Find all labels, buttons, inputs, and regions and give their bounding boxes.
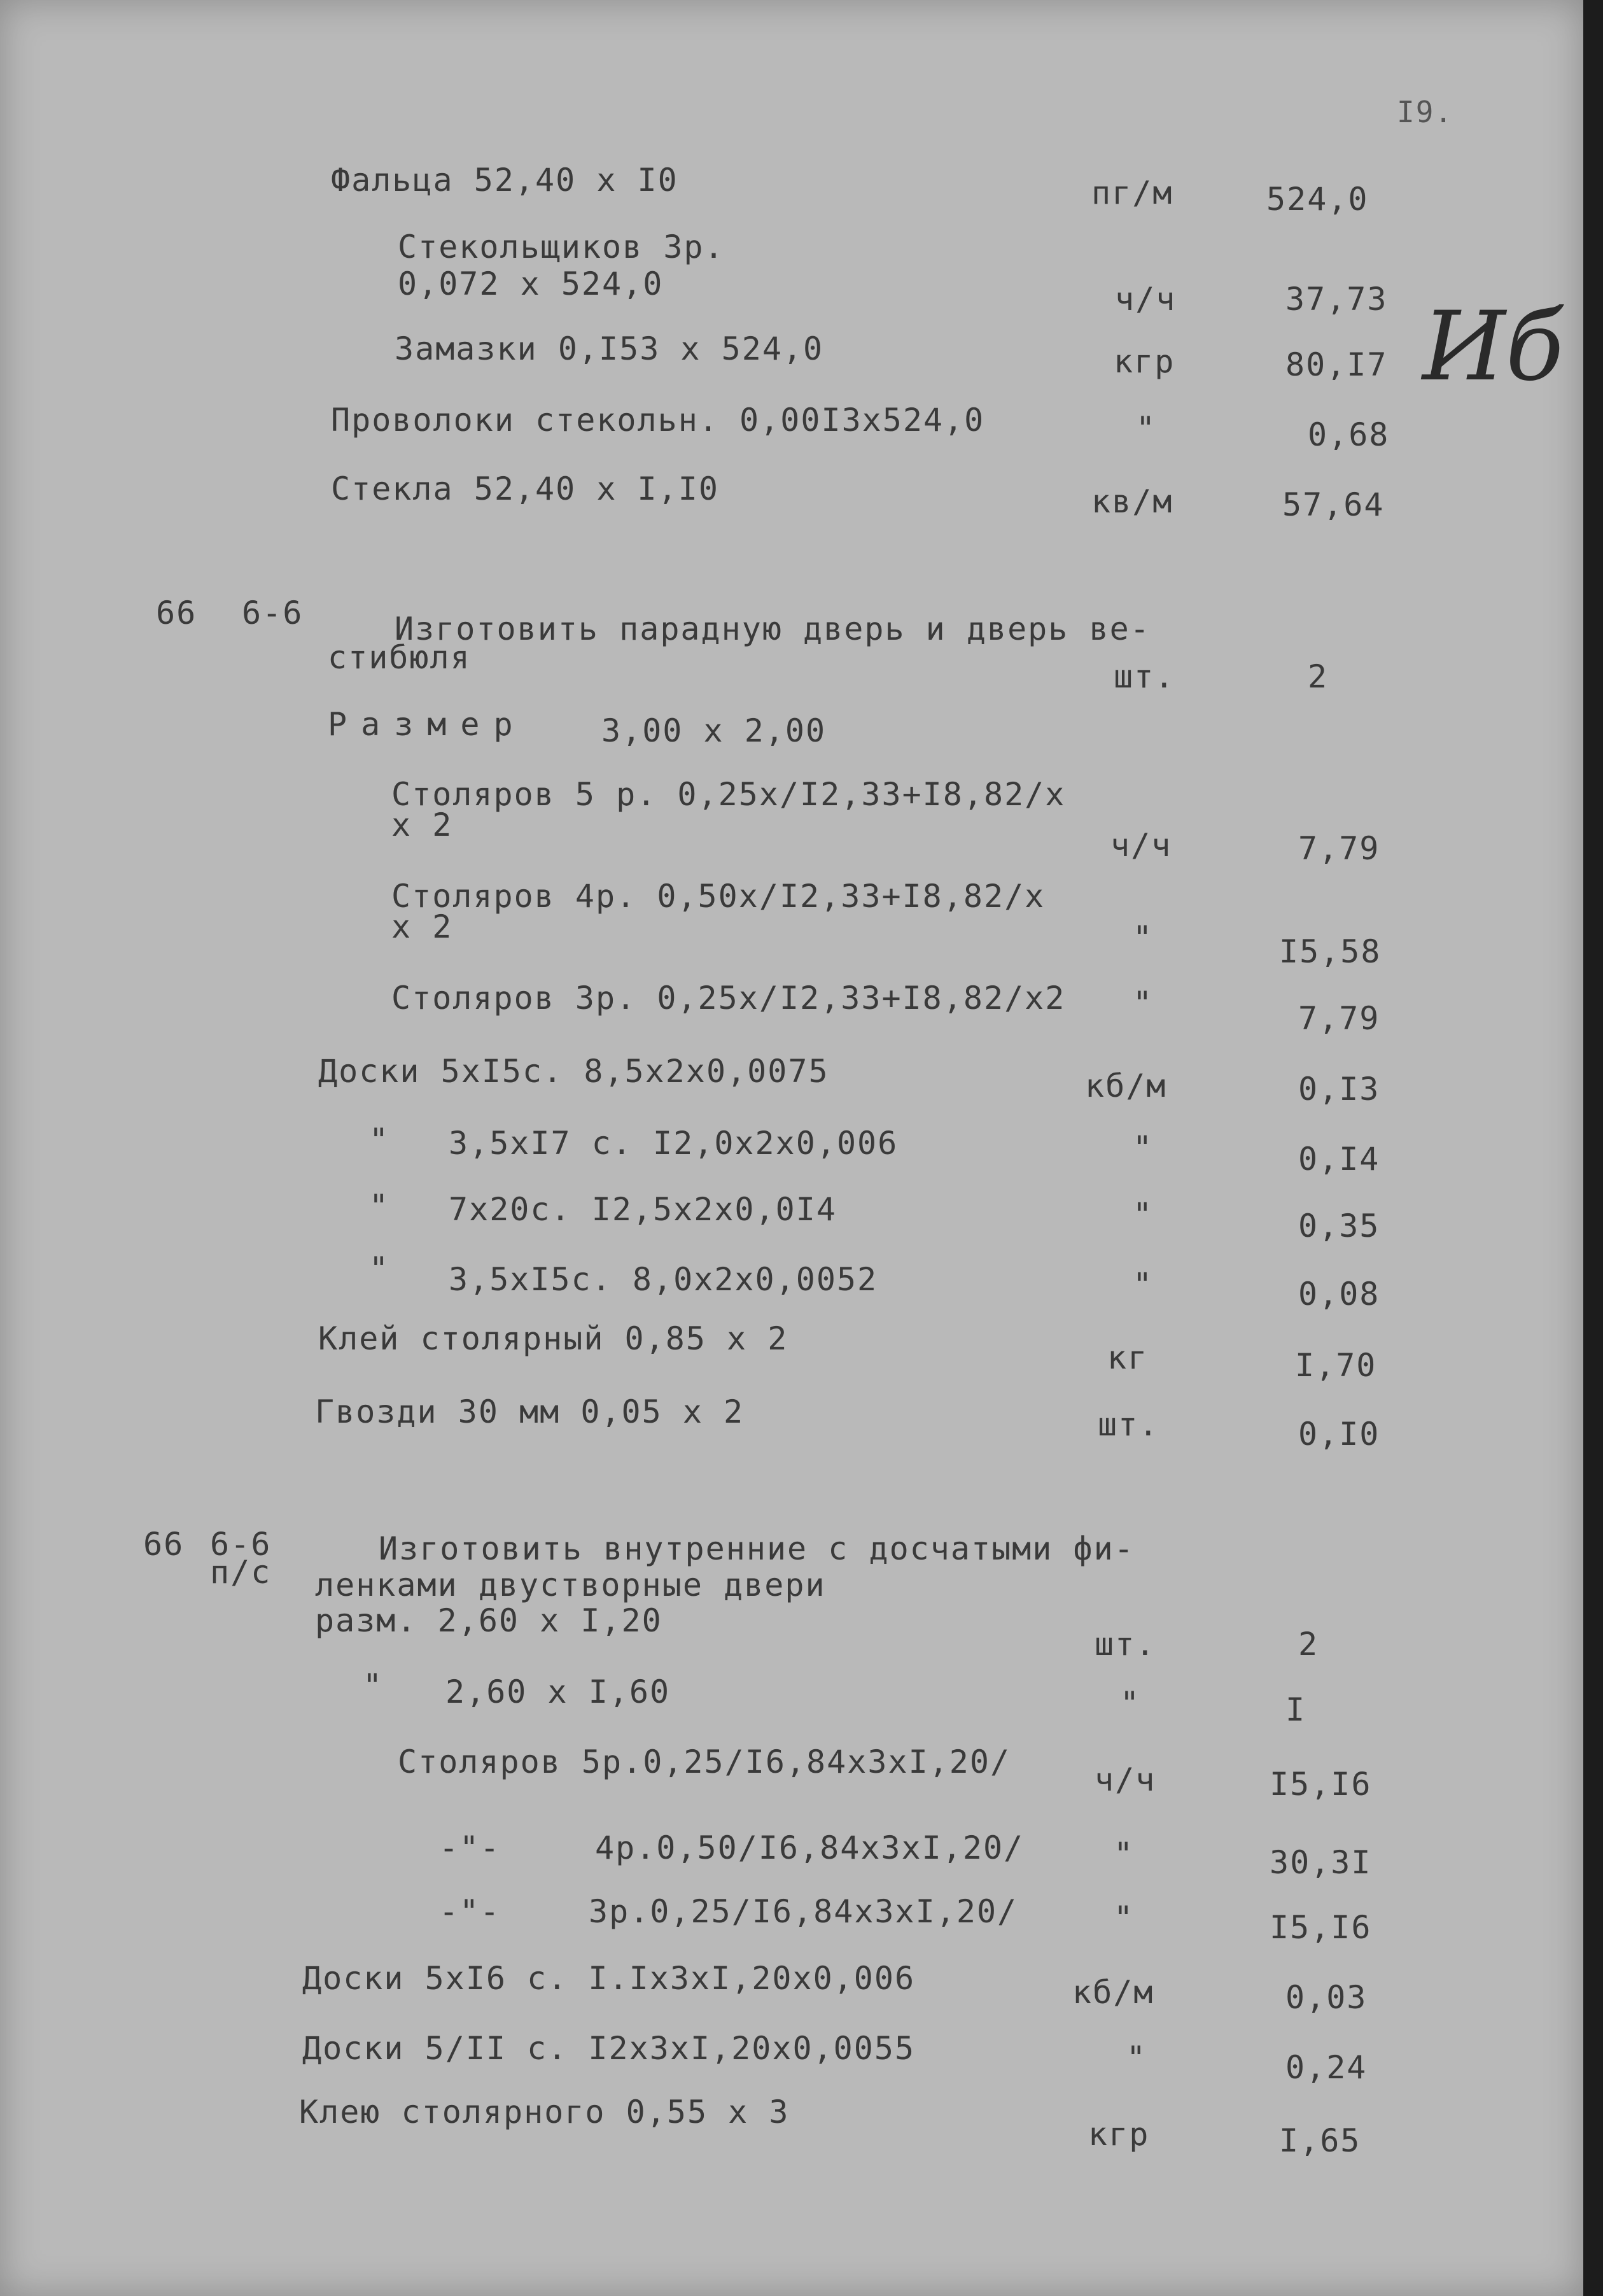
row-description: Замазки 0,I53 х 524,0	[395, 330, 824, 367]
row-value: 0,24	[1285, 2049, 1368, 2086]
row-unit: кб/м	[1085, 1067, 1167, 1104]
row-description: 3,5хI7 с. I2,0х2х0,006	[449, 1125, 899, 1162]
title-value: 2	[1308, 658, 1329, 695]
row-description: Стекла 52,40 х I,I0	[331, 470, 719, 507]
row-unit: "	[1126, 2039, 1147, 2076]
row-value: 0,I3	[1298, 1071, 1380, 1108]
row-description: 7х20с. I2,5х2х0,0I4	[449, 1191, 837, 1228]
row-description: х 2	[391, 806, 453, 843]
row-unit: "	[1133, 985, 1154, 1022]
row-description: Столяров 3р. 0,25х/I2,33+I8,82/х2	[391, 980, 1066, 1017]
row-value: 37,73	[1285, 281, 1388, 318]
ditto-mark: "	[369, 1122, 390, 1159]
row-description: 0,072 х 524,0	[398, 265, 664, 302]
row-description: 4р.0,50/I6,84х3хI,20/	[595, 1829, 1025, 1866]
row-value: 57,64	[1282, 486, 1385, 523]
row-value: 0,I0	[1298, 1416, 1380, 1453]
size-count: 2	[1298, 1626, 1319, 1663]
size-unit: "	[1120, 1685, 1141, 1722]
row-unit: "	[1133, 1266, 1154, 1303]
row-unit: "	[1133, 919, 1154, 956]
row-description: Стекольщиков 3р.	[398, 229, 725, 265]
row-unit: кгр	[1114, 343, 1175, 380]
row-unit: "	[1114, 1899, 1135, 1936]
row-description: 3р.0,25/I6,84х3хI,20/	[589, 1893, 1018, 1930]
ditto-mark: "	[369, 1250, 390, 1287]
row-unit: кб/м	[1072, 1974, 1154, 2011]
size-unit: шт.	[1095, 1626, 1156, 1663]
row-value: 7,79	[1298, 1000, 1380, 1037]
item-title: Изготовить парадную дверь и дверь ве-	[395, 610, 1151, 647]
row-description: Проволоки стекольн. 0,00I3х524,0	[331, 402, 985, 439]
row-value: 80,I7	[1285, 346, 1388, 383]
row-description: Клей столярный 0,85 х 2	[318, 1320, 788, 1357]
item-number: 66	[143, 1526, 185, 1563]
row-description: Столяров 5р.0,25/I6,84х3хI,20/	[398, 1743, 1011, 1780]
row-description: Гвозди 30 мм 0,05 х 2	[315, 1393, 745, 1430]
row-value: 0,I4	[1298, 1141, 1380, 1178]
row-description: Клею столярного 0,55 х 3	[299, 2094, 790, 2130]
page-edge-shadow	[1583, 0, 1603, 2296]
size-value: разм. 2,60 х I,20	[315, 1602, 662, 1639]
ditto-mark: "	[363, 1667, 384, 1704]
row-value: 7,79	[1298, 830, 1380, 867]
item-code: 6-6	[210, 1526, 272, 1563]
row-description: Доски 5/II с. I2х3хI,20х0,0055	[302, 2030, 916, 2067]
size-count: I	[1285, 1691, 1306, 1728]
item-code-sub: п/с	[210, 1554, 272, 1591]
size-value: 3,00 х 2,00	[601, 712, 827, 749]
row-unit: шт.	[1098, 1406, 1159, 1443]
row-unit: "	[1133, 1129, 1154, 1166]
item-title: ленками двустворные двери	[315, 1567, 826, 1603]
item-title: стибюля	[328, 639, 471, 676]
row-value: 0,68	[1308, 416, 1390, 453]
row-unit: кв/м	[1091, 483, 1173, 520]
row-unit: "	[1133, 1196, 1154, 1233]
ditto-mark: "	[369, 1188, 390, 1225]
size-value: 2,60 х I,60	[445, 1673, 671, 1710]
row-value: 524,0	[1266, 181, 1369, 218]
row-value: I5,58	[1279, 933, 1382, 970]
row-description: 3,5хI5с. 8,0х2х0,0052	[449, 1261, 878, 1298]
row-unit: кг	[1107, 1339, 1149, 1376]
row-unit: "	[1114, 1836, 1135, 1873]
row-description: Фальца 52,40 х I0	[331, 162, 678, 199]
row-unit: ч/ч	[1110, 827, 1172, 864]
row-value: I,70	[1295, 1347, 1377, 1384]
size-label: Размер	[328, 706, 527, 743]
row-description: Столяров 4р. 0,50х/I2,33+I8,82/х	[391, 878, 1046, 915]
title-unit: шт.	[1114, 658, 1175, 695]
row-unit: ч/ч	[1095, 1761, 1156, 1798]
row-description: Столяров 5 р. 0,25х/I2,33+I8,82/х	[391, 776, 1066, 813]
row-value: 0,35	[1298, 1208, 1380, 1244]
row-unit: "	[1136, 410, 1157, 447]
row-description: Доски 5хI6 с. I.Iх3хI,20х0,006	[302, 1960, 916, 1997]
row-value: I5,I6	[1270, 1909, 1372, 1946]
page-number: I9.	[1397, 95, 1454, 129]
row-description: х 2	[391, 908, 453, 945]
row-unit: ч/ч	[1115, 281, 1177, 318]
item-code: 6-6	[242, 595, 304, 631]
row-value: 30,3I	[1270, 1844, 1372, 1881]
handwritten-mark: Иб	[1422, 292, 1564, 402]
item-number: 66	[156, 595, 197, 631]
row-value: 0,08	[1298, 1276, 1380, 1313]
row-unit: пг/м	[1091, 174, 1173, 211]
row-description: Доски 5хI5с. 8,5х2х0,0075	[318, 1053, 829, 1090]
ditto-mark: -"-	[439, 1893, 501, 1930]
row-unit: кгр	[1088, 2116, 1150, 2153]
ditto-mark: -"-	[439, 1829, 501, 1866]
row-value: I5,I6	[1270, 1766, 1372, 1803]
row-value: I,65	[1279, 2122, 1361, 2159]
item-title: Изготовить внутренние с досчатыми фи-	[379, 1530, 1135, 1567]
row-value: 0,03	[1285, 1979, 1368, 2016]
